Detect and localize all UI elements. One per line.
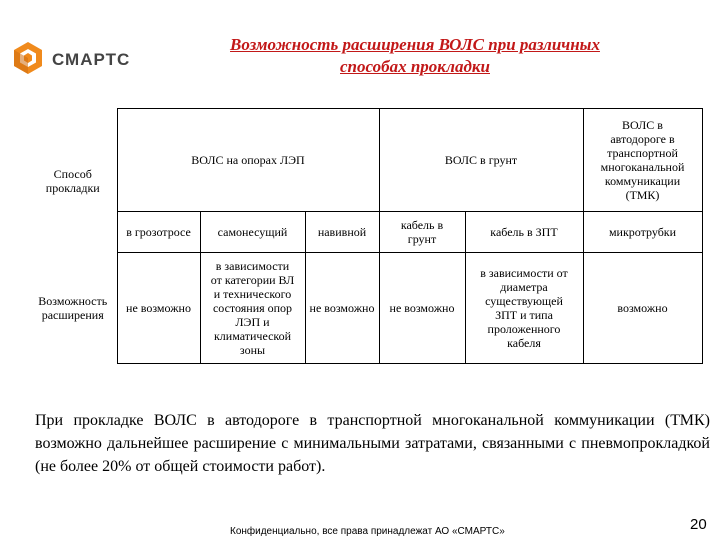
subheader-cable-in-pipe: кабель в ЗПТ [465, 212, 583, 253]
subheader-wound: навивной [305, 212, 379, 253]
subheader-cable-in-ground: кабель в грунт [379, 212, 465, 253]
summary-paragraph: При прокладке ВОЛС в автодороге в транспортной многоканальной коммуникации (ТМК) возможно дальнейшее расширение с минимальными затратами, связанными с пневмопрокладкой (не более 20% от общей стоимости работ). [35, 412, 710, 475]
title-line-2: способах прокладки [340, 57, 490, 76]
group-header-lep: ВОЛС на опорах ЛЭП [117, 109, 379, 212]
value-wound: не возможно [305, 253, 379, 364]
corner-label: Способ прокладки [45, 166, 100, 195]
company-logo [12, 40, 152, 80]
slide-title [180, 34, 650, 78]
subheader-self-supporting: самонесущий [200, 212, 305, 253]
row-label-expansion: Возможность расширения [38, 294, 108, 322]
group-header-ground: ВОЛС в грунт [379, 109, 583, 212]
comparison-table [29, 108, 703, 364]
page-number: 20 [690, 516, 707, 533]
group-header-tmk: ВОЛС в автодороге в транспортной многоканальной коммуникации (ТМК) [583, 109, 702, 212]
confidentiality-footer: Конфиденциально, все права принадлежат АО «СМАРТС» [230, 526, 505, 537]
logo-text: СМАРТС [52, 50, 131, 69]
value-ground-wire: не возможно [117, 253, 200, 364]
value-self-supporting: в зависимости от категории ВЛ и технического состояния опор ЛЭП и климатической зоны [200, 253, 305, 364]
value-cable-in-pipe: в зависимости от диаметра существующей ЗПТ и типа проложенного кабеля [465, 253, 583, 364]
subheader-ground-wire: в грозотросе [117, 212, 200, 253]
value-microtubes: возможно [583, 253, 702, 364]
subheader-microtubes: микротрубки [583, 212, 702, 253]
smarts-logo-icon [12, 40, 152, 80]
value-cable-in-ground: не возможно [379, 253, 465, 364]
title-line-1: Возможность расширения ВОЛС при различных [230, 35, 600, 54]
